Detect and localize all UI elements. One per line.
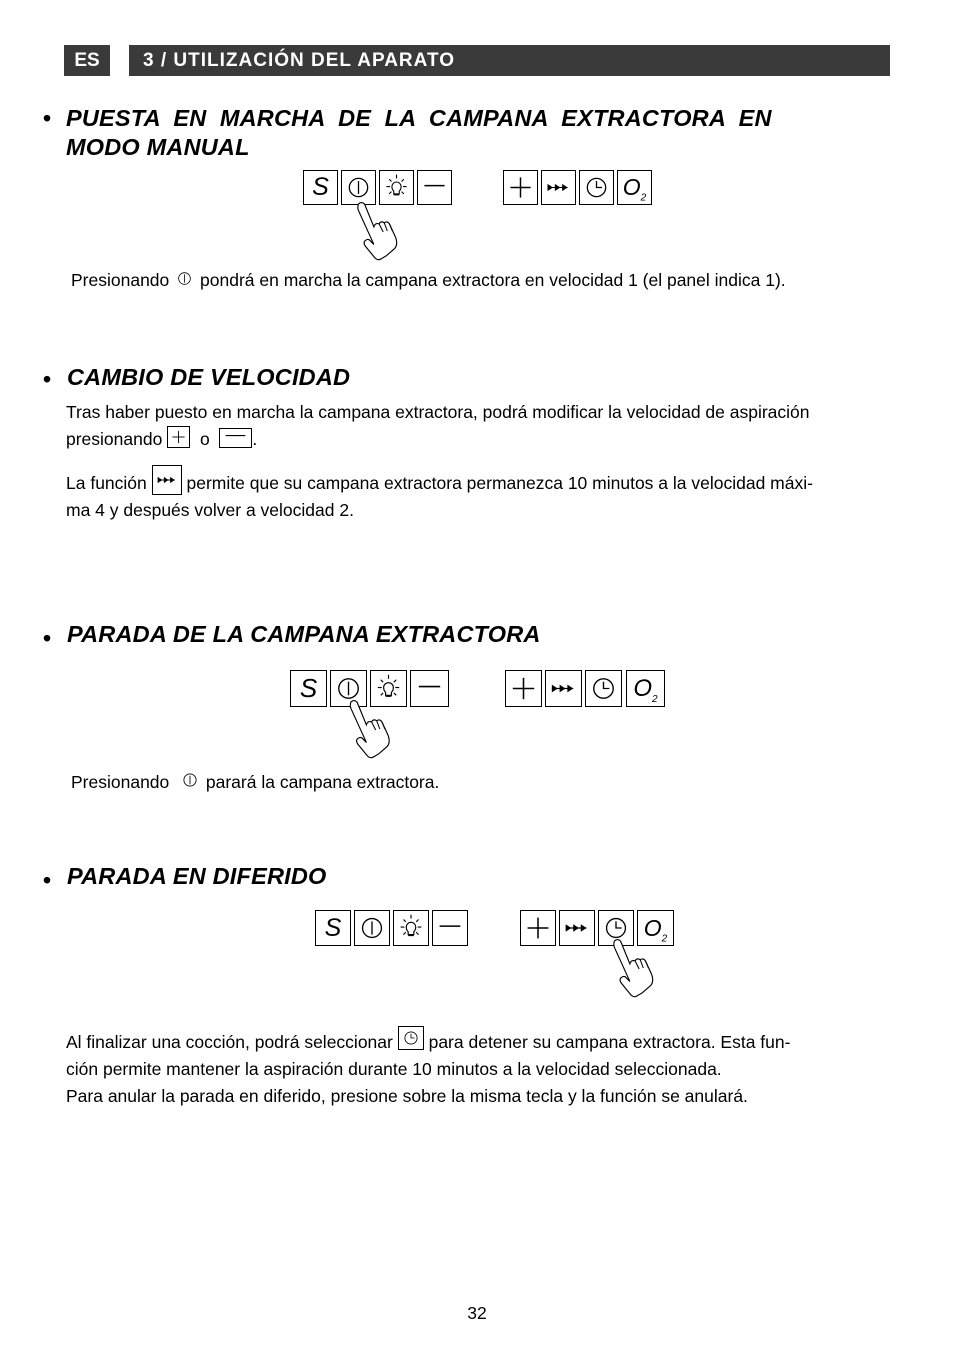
s-key-icon bbox=[303, 170, 338, 205]
timer-icon bbox=[398, 1026, 424, 1050]
bullet: • bbox=[43, 867, 52, 893]
boost-key-icon bbox=[559, 910, 595, 946]
section-title-line: PUESTA EN MARCHA DE LA CAMPANA EXTRACTORA EN bbox=[66, 105, 772, 131]
minus-key-icon bbox=[417, 170, 452, 205]
pointing-hand-icon bbox=[352, 200, 404, 262]
section-title-delayed: PARADA EN DIFERIDO bbox=[67, 863, 327, 889]
chapter-title: 3 / UTILIZACIÓN DEL APARATO bbox=[143, 50, 456, 71]
o2-label: $O_2$ bbox=[643, 915, 668, 945]
s-label: S bbox=[312, 173, 329, 201]
pointing-hand-icon bbox=[608, 937, 660, 999]
chapter-header bbox=[129, 45, 890, 76]
boost-key-icon bbox=[541, 170, 576, 205]
text-line: presionando o . bbox=[66, 426, 906, 453]
section-title-speed: CAMBIO DE VELOCIDAD bbox=[67, 364, 351, 390]
o2-key-icon bbox=[626, 670, 665, 707]
delayed-paragraph bbox=[66, 1026, 906, 1110]
text-line: Tras haber puesto en marcha la campana extractora, podrá modificar la velocidad de aspiración bbox=[66, 402, 810, 422]
boost-icon bbox=[152, 465, 182, 495]
plus-key-icon bbox=[503, 170, 538, 205]
o2-label: $O_2$ bbox=[622, 174, 647, 204]
section-title-stop: PARADA DE LA CAMPANA EXTRACTORA bbox=[67, 621, 541, 647]
power-icon bbox=[174, 268, 195, 289]
plus-key-icon bbox=[520, 910, 556, 946]
plus-icon bbox=[167, 426, 190, 448]
text-line: ma 4 y después volver a velocidad 2. bbox=[66, 500, 354, 520]
power-icon bbox=[179, 769, 201, 791]
pointing-hand-icon bbox=[343, 698, 398, 760]
speed-paragraph-1 bbox=[66, 399, 906, 453]
power-key-icon bbox=[354, 910, 390, 946]
section-title-line: MODO MANUAL bbox=[66, 134, 250, 160]
s-key-icon bbox=[315, 910, 351, 946]
minus-key-icon bbox=[410, 670, 449, 707]
timer-key-icon bbox=[585, 670, 622, 707]
bullet: • bbox=[43, 366, 52, 392]
section-title-manual bbox=[66, 104, 826, 162]
boost-key-icon bbox=[545, 670, 582, 707]
o2-key-icon bbox=[617, 170, 652, 205]
manual-paragraph: Presionando pondrá en marcha la campana extractora en velocidad 1 (el panel indica 1). bbox=[71, 270, 786, 290]
minus-icon bbox=[219, 428, 252, 448]
s-key-icon bbox=[290, 670, 327, 707]
language-badge: ES bbox=[64, 45, 110, 76]
s-label: S bbox=[299, 673, 318, 703]
stop-paragraph: Presionando parará la campana extractora. bbox=[71, 769, 771, 796]
bullet: • bbox=[43, 105, 52, 131]
page-number: 32 bbox=[467, 1303, 487, 1323]
text-line: Al finalizar una cocción, podrá seleccionar para detener su campana extractora. Esta fun- bbox=[66, 1026, 906, 1056]
minus-key-icon bbox=[432, 910, 468, 946]
text-line: ción permite mantener la aspiración durante 10 minutos a la velocidad seleccionada. bbox=[66, 1059, 722, 1079]
timer-key-icon bbox=[579, 170, 614, 205]
plus-key-icon bbox=[505, 670, 542, 707]
light-key-icon bbox=[393, 910, 429, 946]
bullet: • bbox=[43, 625, 52, 651]
speed-paragraph-2 bbox=[66, 465, 906, 524]
text-line: La función permite que su campana extractora permanezca 10 minutos a la velocidad máxi- bbox=[66, 465, 906, 497]
o2-label: $O_2$ bbox=[633, 675, 658, 705]
text-line: Para anular la parada en diferido, presione sobre la misma tecla y la función se anulará. bbox=[66, 1086, 748, 1106]
s-label: S bbox=[324, 914, 342, 942]
